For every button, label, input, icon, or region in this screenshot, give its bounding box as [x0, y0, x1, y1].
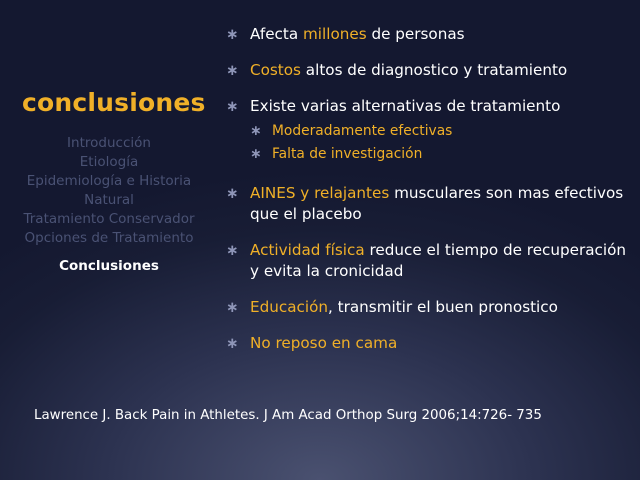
bullet-highlight: AINES y relajantes [250, 184, 390, 202]
asterisk-bullet-icon: ∗ [226, 97, 239, 115]
bullet-item [226, 60, 631, 81]
asterisk-bullet-icon: ∗ [250, 123, 262, 139]
bullet-item [226, 96, 631, 166]
bullet-highlight: Costos [250, 61, 301, 79]
bullet-text: , transmitir el buen pronostico [328, 298, 558, 316]
nav-item-epidemiologia: Epidemiología e Historia Natural [26, 173, 192, 208]
sub-bullet-item [250, 120, 631, 143]
sub-bullet-text: Falta de investigación [272, 146, 423, 162]
bullet-highlight: millones [302, 25, 367, 43]
reference-citation: Lawrence J. Back Pain in Athletes. J Am Acad Orthop Surg 2006;14:726- 735 [34, 408, 542, 423]
bullet-text: Afecta [250, 25, 303, 43]
slide-title: conclusiones [22, 88, 206, 117]
bullet-item [226, 333, 631, 354]
bullet-item [226, 240, 631, 282]
asterisk-bullet-icon: ∗ [250, 146, 262, 162]
bullet-text: musculares son mas efectivos que el placebo [250, 184, 624, 223]
bullet-text: Existe varias alternativas de tratamiento [250, 97, 561, 115]
asterisk-bullet-icon: ∗ [226, 61, 239, 79]
sub-bullet-item [250, 143, 631, 166]
section-nav [4, 134, 214, 276]
asterisk-bullet-icon: ∗ [226, 25, 239, 43]
bullet-item [226, 183, 631, 225]
bullet-highlight: Educación [250, 298, 329, 316]
bullet-text: de personas [366, 25, 465, 43]
nav-item-tratamiento-conservador: Tratamiento Conservador [23, 211, 195, 227]
conclusion-bullets [226, 24, 631, 369]
asterisk-bullet-icon: ∗ [226, 241, 239, 259]
bullet-text: altos de diagnostico y tratamiento [300, 61, 568, 79]
nav-item-introduccion: Introducción [67, 135, 151, 151]
bullet-highlight: No reposo en cama [250, 334, 398, 352]
nav-item-opciones-tratamiento: Opciones de Tratamiento [24, 230, 194, 246]
bullet-text: reduce el tiempo de recuperación y evita la cronicidad [250, 241, 627, 280]
sub-bullet-text: Moderadamente efectivas [272, 123, 453, 139]
bullet-item [226, 24, 631, 45]
bullet-highlight: Actividad física [250, 241, 365, 259]
bullet-item [226, 297, 631, 318]
sub-bullets [250, 120, 631, 166]
nav-item-etiologia: Etiología [79, 154, 139, 170]
asterisk-bullet-icon: ∗ [226, 334, 239, 352]
asterisk-bullet-icon: ∗ [226, 298, 239, 316]
nav-item-conclusiones: Conclusiones [59, 258, 159, 274]
asterisk-bullet-icon: ∗ [226, 184, 239, 202]
